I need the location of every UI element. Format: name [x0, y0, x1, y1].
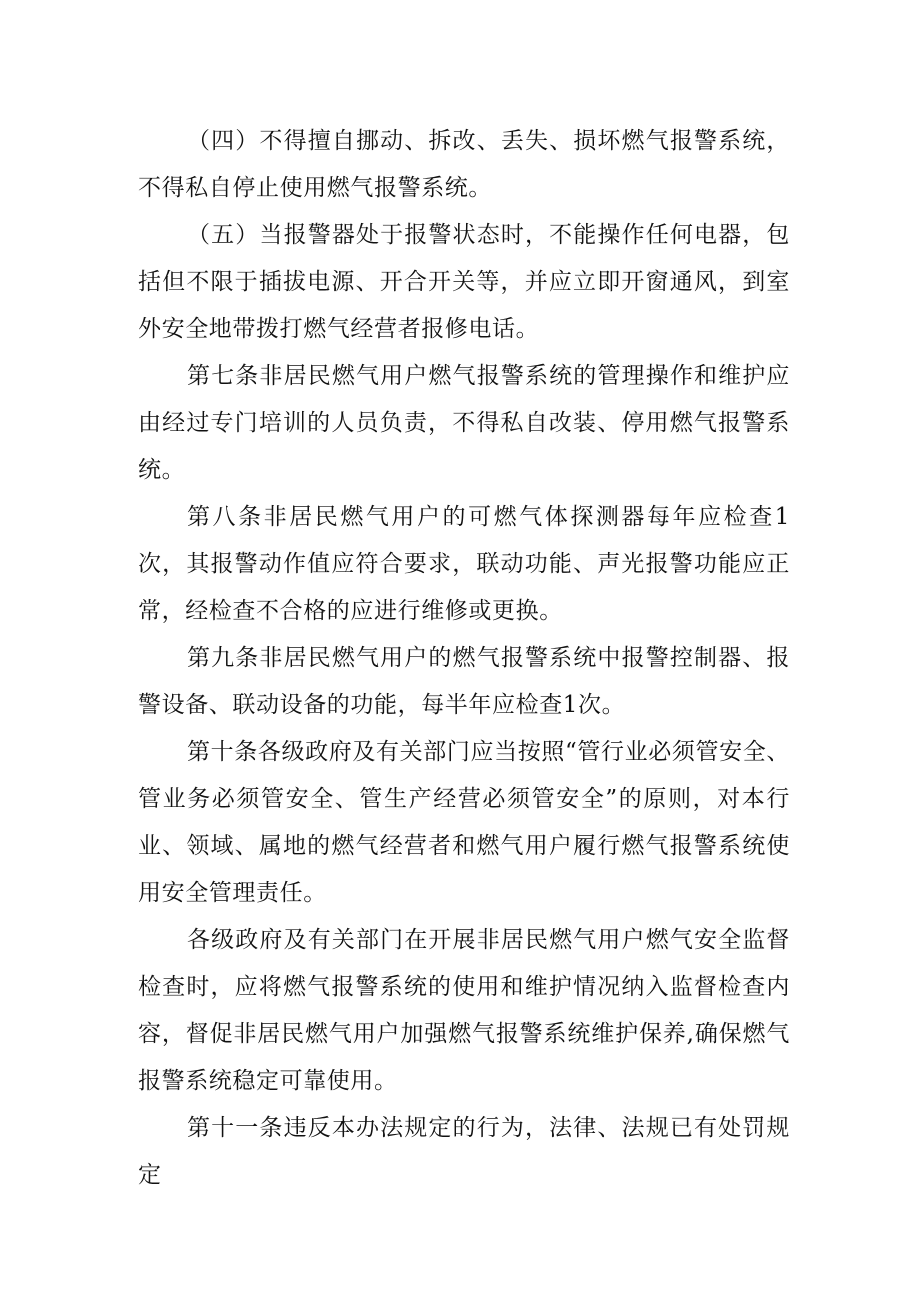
paragraph-item-4: （四）不得擅自挪动、拆改、丢失、损坏燃气报警系统，不得私自停止使用燃气报警系统。	[138, 128, 790, 201]
article-7: 第七条非居民燃气用户燃气报警系统的管理操作和维护应由经过专门培训的人员负责，不得私自改装、停用燃气报警系统。	[138, 363, 790, 483]
document-body	[138, 118, 790, 1199]
article-10: 第十条各级政府及有关部门应当按照“管行业必须管安全、管业务必须管安全、管生产经营必须管安全”的原则，对本行业、领域、属地的燃气经营者和燃气用户履行燃气报警系统使用安全管理责任。	[138, 739, 790, 906]
paragraph-item-5: （五）当报警器处于报警状态时，不能操作任何电器，包括但不限于插拔电源、开合开关等，并应立即开窗通风，到室外安全地带拨打燃气经营者报修电话。	[138, 222, 790, 342]
article-8: 第八条非居民燃气用户的可燃气体探测器每年应检查1次，其报警动作值应符合要求，联动功能、声光报警功能应正常，经检查不合格的应进行维修或更换。	[138, 504, 790, 624]
article-10-supervision: 各级政府及有关部门在开展非居民燃气用户燃气安全监督检查时，应将燃气报警系统的使用和维护情况纳入监督检查内容，督促非居民燃气用户加强燃气报警系统维护保养,确保燃气报警系统稳定可靠使用。	[138, 927, 790, 1094]
article-9: 第九条非居民燃气用户的燃气报警系统中报警控制器、报警设备、联动设备的功能，每半年应检查1次。	[138, 645, 790, 718]
article-11: 第十一条违反本办法规定的行为，法律、法规已有处罚规定	[138, 1115, 790, 1188]
